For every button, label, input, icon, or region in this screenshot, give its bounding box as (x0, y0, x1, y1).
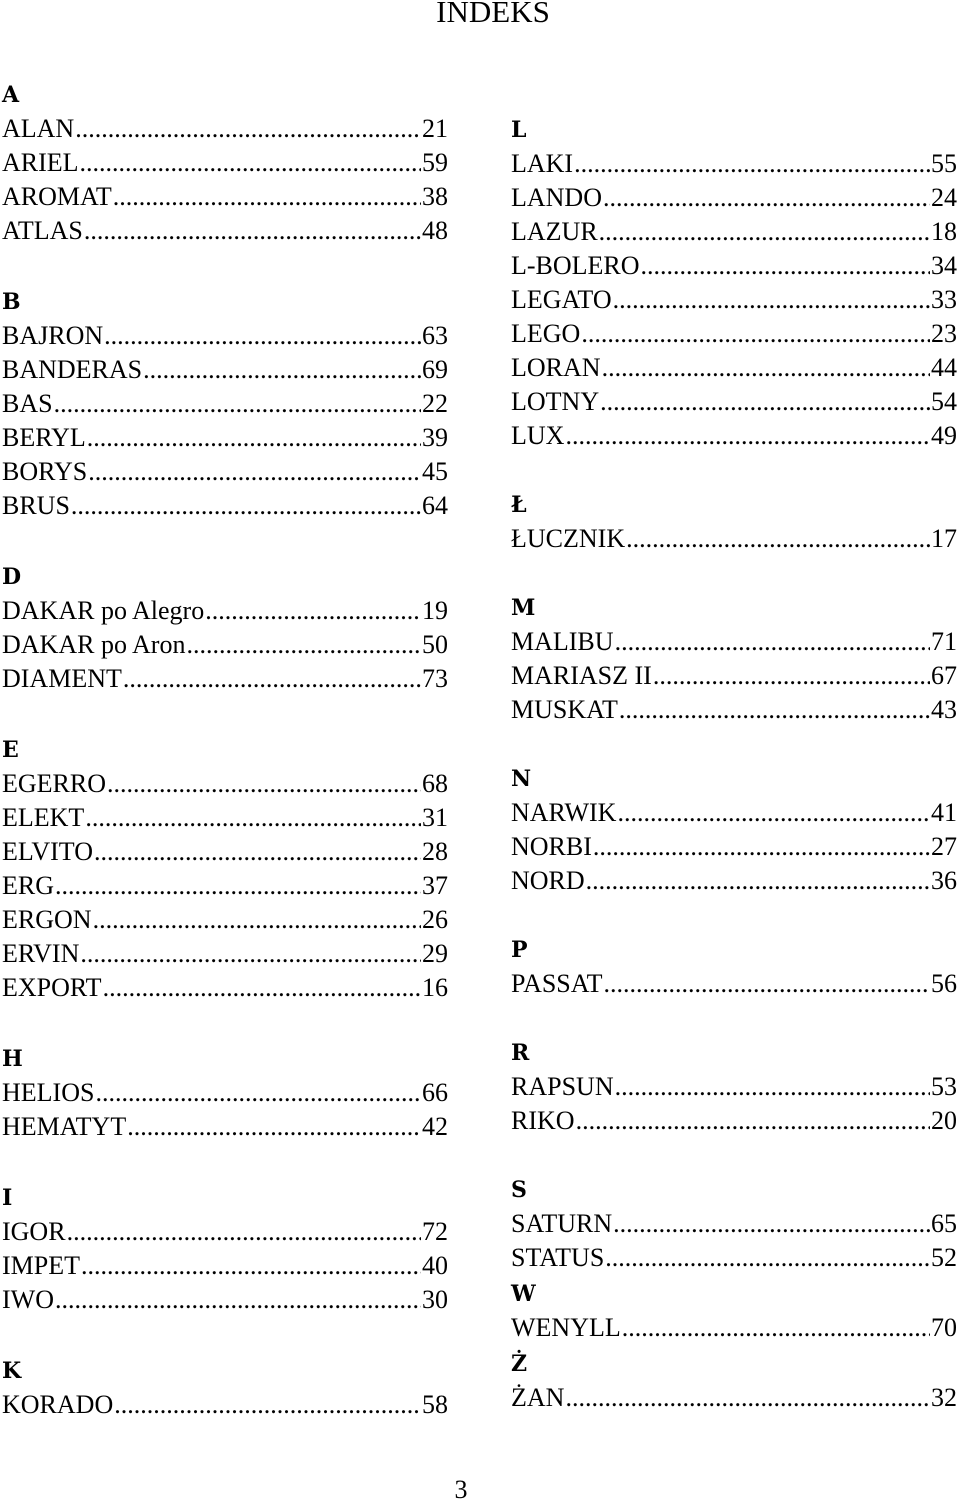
index-entry (511, 249, 957, 283)
entry-page: 66 (422, 1078, 448, 1107)
dot-leader (114, 1388, 421, 1422)
entry-page: 27 (931, 832, 957, 861)
index-entry (2, 1388, 448, 1422)
entry-page: 34 (931, 251, 957, 280)
page-number: 3 (454, 1475, 468, 1504)
section-gap (511, 1138, 957, 1173)
index-left-column (2, 78, 448, 1422)
index-entry (2, 387, 448, 421)
entry-page: 58 (422, 1390, 448, 1419)
entry-page: 43 (931, 695, 957, 724)
entry-page: 26 (422, 905, 448, 934)
section-letter: E (2, 737, 19, 763)
index-title: INDEKS (436, 0, 550, 29)
entry-name: DIAMENT (2, 664, 122, 693)
index-entry (2, 319, 448, 353)
entry-name: ALAN (2, 114, 75, 143)
index-entry (2, 1249, 448, 1283)
entry-page: 59 (422, 148, 448, 177)
dot-leader (107, 767, 421, 801)
section-letter: K (2, 1358, 22, 1384)
dot-leader (95, 1076, 421, 1110)
entry-name: PASSAT (511, 969, 603, 998)
entry-page: 20 (931, 1106, 957, 1135)
index-entry (511, 419, 957, 453)
entry-page: 32 (931, 1383, 957, 1412)
dot-leader (641, 249, 930, 283)
index-entry (511, 659, 957, 693)
entry-name: IGOR (2, 1217, 66, 1246)
entry-name: KORADO (2, 1390, 114, 1419)
index-entry (511, 317, 957, 351)
entry-name: L-BOLERO (511, 251, 640, 280)
entry-name: BANDERAS (2, 355, 143, 384)
index-entry (2, 1215, 448, 1249)
index-entry (2, 1110, 448, 1144)
index-entry (511, 625, 957, 659)
dot-leader (54, 387, 421, 421)
entry-name: AROMAT (2, 182, 112, 211)
entry-page: 49 (931, 421, 957, 450)
index-entry (511, 1241, 957, 1275)
section-letter: I (2, 1185, 13, 1211)
dot-leader (600, 385, 930, 419)
entry-page: 39 (422, 423, 448, 452)
entry-page: 68 (422, 769, 448, 798)
entry-name: ERVIN (2, 939, 80, 968)
entry-name: HELIOS (2, 1078, 95, 1107)
index-entry (511, 1311, 957, 1345)
index-entry (2, 937, 448, 971)
index-entry (2, 1283, 448, 1317)
entry-page: 44 (931, 353, 957, 382)
entry-page: 71 (931, 627, 957, 656)
entry-name: BORYS (2, 457, 88, 486)
entry-page: 63 (422, 321, 448, 350)
index-entry (2, 835, 448, 869)
dot-leader (615, 1070, 930, 1104)
index-entry (2, 421, 448, 455)
index-entry (2, 353, 448, 387)
dot-leader (615, 625, 930, 659)
index-entry (2, 662, 448, 696)
index-right-column (511, 113, 957, 1415)
index-entry (511, 283, 957, 317)
entry-name: LORAN (511, 353, 601, 382)
dot-leader (127, 1110, 421, 1144)
dot-leader (605, 1241, 930, 1275)
index-entry (511, 385, 957, 419)
index-entry (511, 796, 957, 830)
dot-leader (565, 419, 930, 453)
dot-leader (619, 693, 930, 727)
section-gap (511, 727, 957, 762)
section-letter: Ż (511, 1351, 528, 1377)
index-entry (2, 594, 448, 628)
dot-leader (603, 181, 930, 215)
entry-name: ŻAN (511, 1383, 565, 1412)
section-gap (511, 1001, 957, 1036)
dot-leader (581, 317, 930, 351)
entry-page: 18 (931, 217, 957, 246)
section-letter: A (2, 82, 20, 108)
dot-leader (80, 937, 421, 971)
entry-page: 45 (422, 457, 448, 486)
section-gap (2, 1005, 448, 1042)
entry-name: BAJRON (2, 321, 104, 350)
dot-leader (143, 353, 421, 387)
index-entry (511, 181, 957, 215)
index-entry (511, 693, 957, 727)
section-letter: B (2, 289, 21, 315)
section-letter: Ł (511, 492, 527, 518)
entry-name: MARIASZ II (511, 661, 652, 690)
entry-page: 33 (931, 285, 957, 314)
dot-leader (67, 1215, 421, 1249)
dot-leader (103, 971, 421, 1005)
dot-leader (586, 864, 930, 898)
dot-leader (94, 835, 421, 869)
dot-leader (104, 319, 421, 353)
section-gap (2, 523, 448, 560)
entry-name: BERYL (2, 423, 86, 452)
section-letter: H (2, 1046, 23, 1072)
dot-leader (123, 662, 421, 696)
section-gap (2, 1317, 448, 1354)
entry-page: 42 (422, 1112, 448, 1141)
entry-page: 53 (931, 1072, 957, 1101)
entry-name: ARIEL (2, 148, 79, 177)
entry-name: RAPSUN (511, 1072, 614, 1101)
section-gap (2, 696, 448, 733)
section-gap (511, 898, 957, 933)
index-entry (2, 903, 448, 937)
dot-leader (599, 215, 930, 249)
section-gap (2, 248, 448, 285)
entry-name: IWO (2, 1285, 54, 1314)
entry-page: 29 (422, 939, 448, 968)
section-letter: P (511, 937, 528, 963)
entry-name: ŁUCZNIK (511, 524, 626, 553)
index-entry (2, 455, 448, 489)
entry-name: MALIBU (511, 627, 614, 656)
index-entry (2, 869, 448, 903)
entry-name: STATUS (511, 1243, 605, 1272)
entry-page: 50 (422, 630, 448, 659)
dot-leader (565, 1381, 930, 1415)
entry-name: ELVITO (2, 837, 93, 866)
index-entry (511, 1104, 957, 1138)
entry-page: 65 (931, 1209, 957, 1238)
index-entry (2, 180, 448, 214)
entry-page: 36 (931, 866, 957, 895)
index-entry (2, 628, 448, 662)
entry-name: WENYLL (511, 1313, 621, 1342)
entry-name: MUSKAT (511, 695, 618, 724)
entry-page: 21 (422, 114, 448, 143)
index-entry (511, 215, 957, 249)
entry-name: LAKI (511, 149, 574, 178)
section-letter: N (511, 766, 532, 792)
index-entry (511, 522, 957, 556)
entry-page: 22 (422, 389, 448, 418)
index-entry (511, 1381, 957, 1415)
entry-name: DAKAR po Aron (2, 630, 186, 659)
entry-name: LEGO (511, 319, 581, 348)
index-entry (2, 214, 448, 248)
section-letter: L (511, 117, 527, 143)
dot-leader (613, 1207, 930, 1241)
index-entry (511, 147, 957, 181)
entry-name: DAKAR po Alegro (2, 596, 205, 625)
entry-name: LANDO (511, 183, 602, 212)
index-entry (2, 971, 448, 1005)
dot-leader (613, 283, 930, 317)
entry-page: 52 (931, 1243, 957, 1272)
dot-leader (186, 628, 421, 662)
entry-page: 40 (422, 1251, 448, 1280)
dot-leader (113, 180, 421, 214)
entry-page: 31 (422, 803, 448, 832)
entry-name: NORD (511, 866, 585, 895)
entry-name: ERGON (2, 905, 92, 934)
section-letter: M (511, 595, 536, 621)
index-entry (2, 1076, 448, 1110)
dot-leader (205, 594, 421, 628)
index-entry (511, 967, 957, 1001)
dot-leader (75, 112, 421, 146)
section-letter: W (511, 1281, 536, 1307)
index-entry (511, 1207, 957, 1241)
index-entry (511, 830, 957, 864)
dot-leader (617, 796, 930, 830)
entry-page: 24 (931, 183, 957, 212)
entry-page: 30 (422, 1285, 448, 1314)
dot-leader (626, 522, 930, 556)
entry-name: NORBI (511, 832, 592, 861)
entry-name: LAZUR (511, 217, 598, 246)
section-gap (2, 1144, 448, 1181)
dot-leader (593, 830, 930, 864)
entry-name: NARWIK (511, 798, 617, 827)
entry-page: 48 (422, 216, 448, 245)
entry-page: 23 (931, 319, 957, 348)
entry-name: ERG (2, 871, 54, 900)
entry-name: EGERRO (2, 769, 106, 798)
index-entry (511, 351, 957, 385)
entry-name: BRUS (2, 491, 70, 520)
entry-page: 64 (422, 491, 448, 520)
section-gap (511, 556, 957, 591)
dot-leader (71, 489, 421, 523)
entry-page: 70 (931, 1313, 957, 1342)
dot-leader (88, 455, 421, 489)
dot-leader (81, 1249, 421, 1283)
entry-name: HEMATYT (2, 1112, 127, 1141)
index-entry (2, 146, 448, 180)
dot-leader (604, 967, 930, 1001)
entry-page: 28 (422, 837, 448, 866)
index-entry (511, 1070, 957, 1104)
entry-name: SATURN (511, 1209, 613, 1238)
entry-page: 38 (422, 182, 448, 211)
entry-name: IMPET (2, 1251, 80, 1280)
dot-leader (85, 801, 421, 835)
entry-page: 37 (422, 871, 448, 900)
entry-page: 73 (422, 664, 448, 693)
dot-leader (84, 214, 421, 248)
entry-name: LUX (511, 421, 565, 450)
section-letter: D (2, 564, 22, 590)
section-letter: R (511, 1040, 530, 1066)
dot-leader (653, 659, 930, 693)
index-entry (2, 801, 448, 835)
entry-name: LEGATO (511, 285, 612, 314)
entry-page: 55 (931, 149, 957, 178)
dot-leader (576, 1104, 930, 1138)
index-entry (511, 864, 957, 898)
dot-leader (574, 147, 930, 181)
index-entry (2, 489, 448, 523)
entry-page: 41 (931, 798, 957, 827)
dot-leader (602, 351, 930, 385)
entry-name: BAS (2, 389, 53, 418)
dot-leader (87, 421, 421, 455)
entry-page: 16 (422, 973, 448, 1002)
index-entry (2, 767, 448, 801)
entry-name: LOTNY (511, 387, 600, 416)
section-letter: S (511, 1177, 527, 1203)
entry-page: 54 (931, 387, 957, 416)
entry-name: ELEKT (2, 803, 85, 832)
dot-leader (55, 1283, 421, 1317)
dot-leader (622, 1311, 930, 1345)
dot-leader (55, 869, 421, 903)
entry-page: 56 (931, 969, 957, 998)
dot-leader (80, 146, 421, 180)
entry-name: ATLAS (2, 216, 83, 245)
entry-page: 19 (422, 596, 448, 625)
section-gap (511, 453, 957, 488)
entry-page: 17 (931, 524, 957, 553)
dot-leader (93, 903, 421, 937)
entry-name: EXPORT (2, 973, 102, 1002)
entry-page: 69 (422, 355, 448, 384)
entry-page: 72 (422, 1217, 448, 1246)
entry-name: RIKO (511, 1106, 575, 1135)
entry-page: 67 (931, 661, 957, 690)
index-entry (2, 112, 448, 146)
